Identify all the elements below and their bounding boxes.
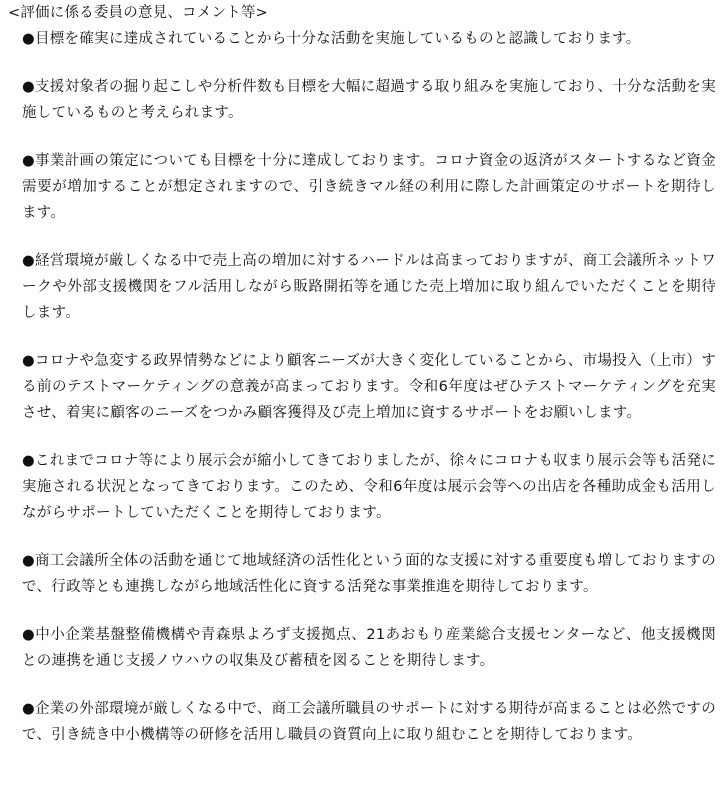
comment-paragraph-2: ●支援対象者の掘り起こしや分析件数も目標を大幅に超過する取り組みを実施しており、十分な活動を実施しているものと考えられます。 [22, 79, 716, 121]
section-heading: <評価に係る委員の意見、コメント等> [8, 5, 268, 21]
comment-paragraph-7: ●商工会議所全体の活動を通じて地域経済の活性化という面的な支援に対する重要度も増しておりますので、行政等とも連携しながら地域活性化に資する活発な事業推進を期待しております。 [22, 553, 716, 595]
comment-paragraph-1: ●目標を確実に達成されていることから十分な活動を実施しているものと認識しております。 [22, 31, 641, 47]
comment-paragraph-5: ●コロナや急変する政界情勢などにより顧客ニーズが大きく変化していることから、市場投入（上市）する前のテストマーケティングの意義が高まっております。令和6年度はぜひテストマーケティングを充実させ、着実に顧客のニーズをつかみ顧客獲得及び売上増加に資するサポートをお願いします。 [22, 353, 716, 421]
comment-paragraph-8: ●中小企業基盤整備機構や青森県よろず支援拠点、21あおもり産業総合支援センターなど、他支援機関との連携を通じ支援ノウハウの収集及び蓄積を図ることを期待します。 [22, 627, 716, 669]
comment-paragraph-4: ●経営環境が厳しくなる中で売上高の増加に対するハードルは高まっておりますが、商工会議所ネットワークや外部支援機関をフル活用しながら販路開拓等を通じた売上増加に取り組んでいただくことを期待します。 [22, 253, 716, 321]
comment-paragraph-9: ●企業の外部環境が厳しくなる中で、商工会議所職員のサポートに対する期待が高まることは必然ですので、引き続き中小機構等の研修を活用し職員の資質向上に取り組むことを期待しております。 [22, 701, 716, 743]
comment-paragraph-6: ●これまでコロナ等により展示会が縮小してきておりましたが、徐々にコロナも収まり展示会等も活発に実施される状況となってきております。このため、令和6年度は展示会等への出店を各種助成金も活用しながらサポートしていただくことを期待しております。 [22, 453, 716, 521]
comment-paragraph-3: ●事業計画の策定についても目標を十分に達成しております。コロナ資金の返済がスタートするなど資金需要が増加することが想定されますので、引き続きマル経の利用に際した計画策定のサポートを期待します。 [22, 153, 716, 221]
